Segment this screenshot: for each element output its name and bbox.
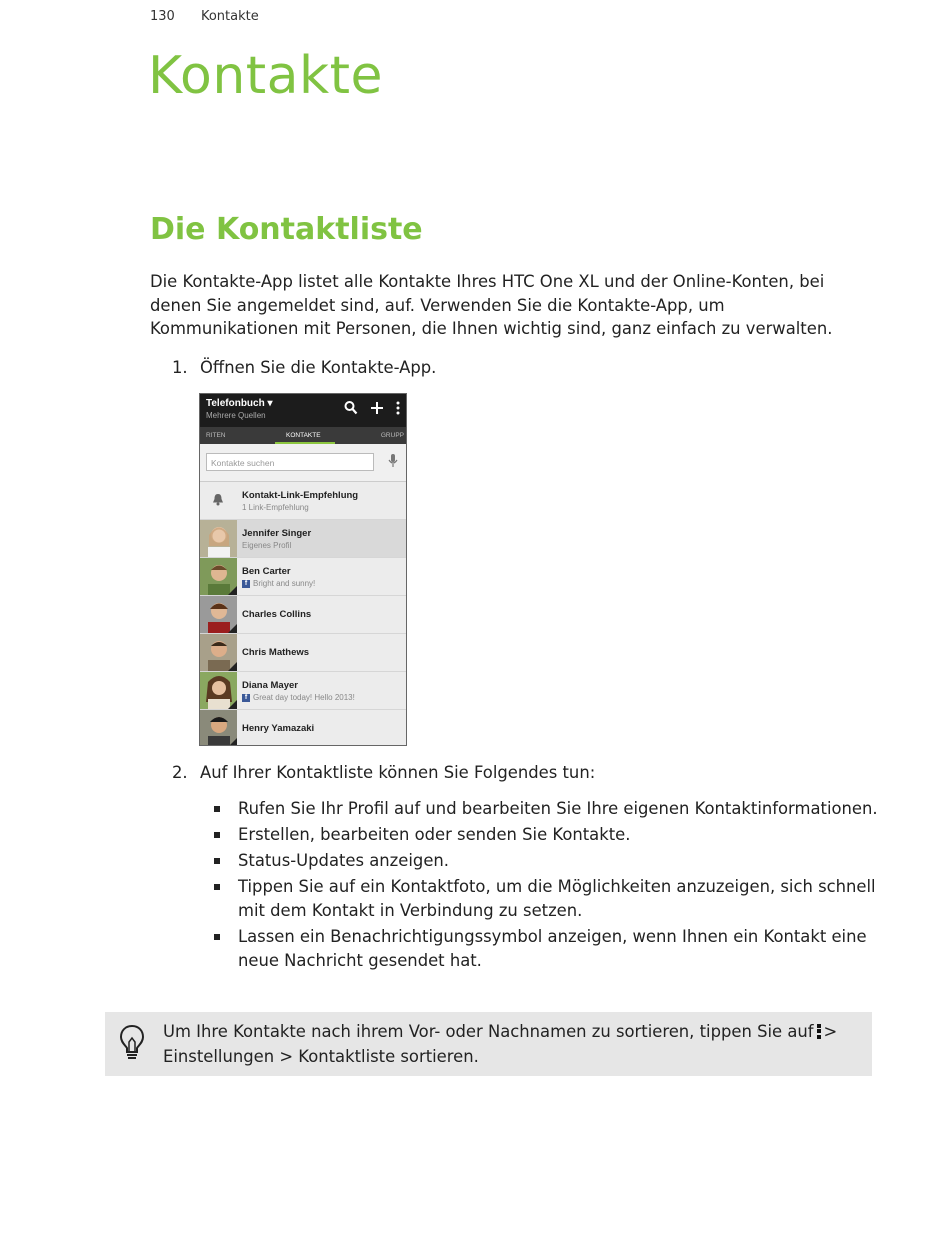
step-number: 1. <box>172 358 188 377</box>
contact-row <box>200 520 406 558</box>
action-list <box>212 797 882 975</box>
contacts-app-screenshot <box>199 393 407 746</box>
contact-detail: 1 Link-Empfehlung <box>242 503 309 512</box>
contact-row <box>200 558 406 596</box>
facebook-icon: f <box>242 694 250 702</box>
contact-name: Ben Carter <box>242 566 291 577</box>
tab-right: GRUPP <box>380 432 404 439</box>
list-item: Erstellen, bearbeiten oder senden Sie Kontakte. <box>212 823 882 847</box>
contact-detail: f Bright and sunny! <box>242 579 315 588</box>
tab-left: RITEN <box>206 432 226 439</box>
phone-subtitle: Mehrere Quellen <box>206 411 266 420</box>
avatar <box>200 558 237 595</box>
tip-text: Um Ihre Kontakte nach ihrem Vor- oder Nachnamen zu sortieren, tippen Sie auf > Einstellungen > Kontaktliste sortieren. <box>163 1022 838 1066</box>
contact-name: Charles Collins <box>242 609 312 620</box>
tab-contacts: KONTAKTE <box>286 432 321 439</box>
add-icon <box>370 400 384 421</box>
intro-paragraph: Die Kontakte-App listet alle Kontakte Ihres HTC One XL und der Online-Konten, bei denen Sie angemeldet sind, auf. Verwenden Sie die Kontakte-App, um Kommunikationen mit Personen, die Ihnen wichtig sind, ganz einfach zu verwalten. <box>150 272 833 338</box>
search-icon <box>344 400 358 421</box>
contact-row <box>200 710 406 746</box>
phone-title: Telefonbuch ▾ <box>206 398 273 409</box>
chapter-title: Kontakte <box>148 46 384 106</box>
avatar <box>200 596 237 633</box>
phone-action-icons <box>344 400 400 421</box>
phone-action-bar <box>200 394 406 427</box>
avatar <box>200 710 237 746</box>
running-head <box>150 9 259 24</box>
facebook-icon: f <box>242 580 250 588</box>
running-title: Kontakte <box>200 9 259 24</box>
contact-row <box>200 672 406 710</box>
tip-box <box>105 1012 872 1076</box>
overflow-menu-icon <box>396 400 400 421</box>
step-1 <box>172 358 436 377</box>
contact-detail: Eigenes Profil <box>242 541 292 550</box>
avatar <box>200 634 237 671</box>
contact-name: Jennifer Singer <box>242 528 312 539</box>
list-item: Status-Updates anzeigen. <box>212 849 882 873</box>
page-number: 130 <box>150 9 175 24</box>
step-number: 2. <box>172 763 188 782</box>
step-2 <box>172 763 595 782</box>
phone-search-row <box>200 444 406 482</box>
avatar <box>200 672 237 709</box>
list-item: Rufen Sie Ihr Profil auf und bearbeiten Sie Ihre eigenen Kontaktinformationen. <box>212 797 882 821</box>
bell-icon <box>212 493 224 509</box>
contact-row <box>200 634 406 672</box>
microphone-icon <box>388 454 398 471</box>
link-suggestion-row <box>200 482 406 520</box>
phone-tabs <box>200 427 406 444</box>
contact-name: Kontakt-Link-Empfehlung <box>242 490 359 501</box>
menu-icon <box>817 1022 821 1040</box>
contact-name: Chris Mathews <box>242 647 310 658</box>
sort-contacts-link: Kontaktliste sortieren <box>298 1047 474 1066</box>
avatar <box>200 520 237 557</box>
step-text: Auf Ihrer Kontaktliste können Sie Folgendes tun: <box>200 763 596 782</box>
list-item: Tippen Sie auf ein Kontaktfoto, um die Möglichkeiten anzuzeigen, sich schnell mit dem Kontakt in Verbindung zu setzen. <box>212 875 882 923</box>
contact-row <box>200 596 406 634</box>
settings-link: Einstellungen <box>163 1047 275 1066</box>
lightbulb-icon <box>119 1024 145 1066</box>
list-item: Lassen ein Benachrichtigungssymbol anzeigen, wenn Ihnen ein Kontakt eine neue Nachricht gesendet hat. <box>212 925 882 973</box>
phone-search-box: Kontakte suchen <box>206 453 374 471</box>
step-text: Öffnen Sie die Kontakte-App. <box>200 358 437 377</box>
contact-name: Henry Yamazaki <box>242 723 315 734</box>
contact-detail: f Great day today! Hello 2013! <box>242 693 355 702</box>
section-title: Die Kontaktliste <box>150 212 423 247</box>
contact-name: Diana Mayer <box>242 680 298 691</box>
